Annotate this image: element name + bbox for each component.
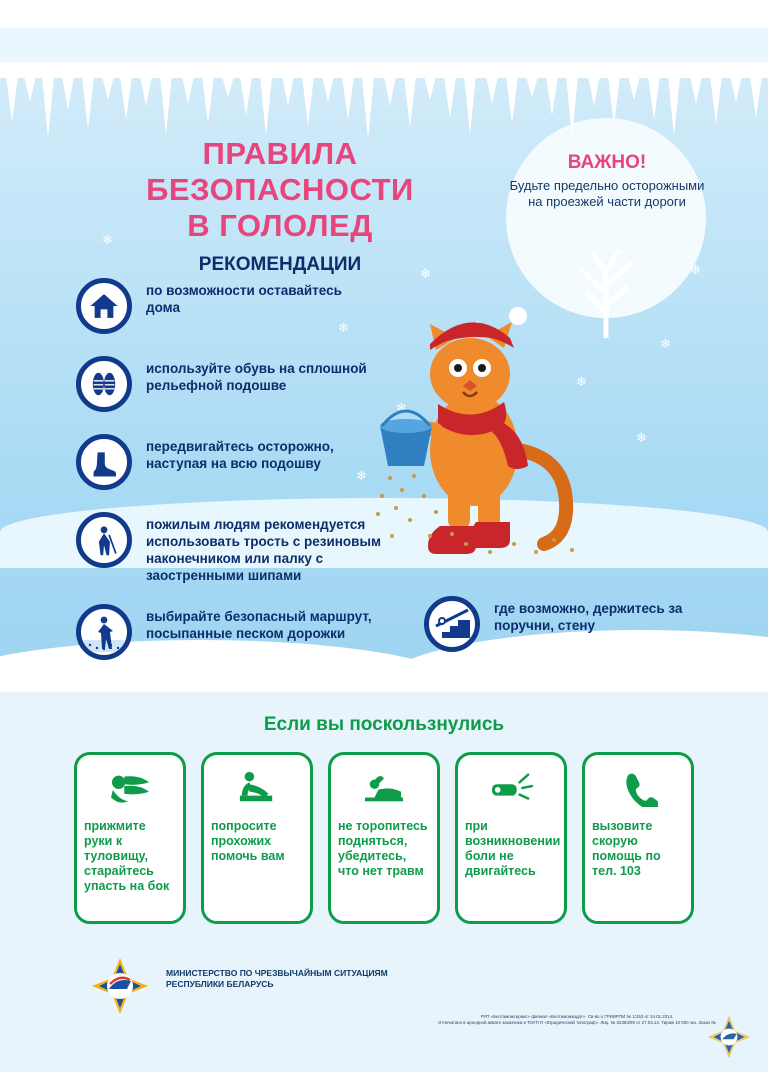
recommendation-item-4	[76, 512, 396, 584]
icicle	[648, 76, 660, 120]
handrail-stairs-icon	[424, 596, 480, 652]
slipped-card-3	[328, 752, 440, 924]
icicle	[384, 76, 396, 106]
icicle	[140, 76, 152, 106]
snowflake-icon: ❄	[420, 266, 431, 281]
important-callout	[508, 152, 706, 210]
icicle	[730, 76, 742, 102]
recommendation-item-6	[424, 596, 714, 652]
icicle	[282, 76, 294, 106]
slipped-card-text-4: при возникновении боли не двигайтесь	[465, 819, 561, 878]
icicle	[202, 76, 214, 124]
icicle	[62, 76, 74, 110]
icicle	[42, 76, 54, 138]
icicle	[260, 76, 272, 136]
slipped-card-2	[201, 752, 313, 924]
house-icon	[76, 278, 132, 334]
mchs-logo-icon	[90, 956, 150, 1016]
corner-star-logo-icon	[706, 1014, 752, 1060]
icicle	[82, 76, 94, 130]
slipped-card-text-3: не торопитесь подняться, убедитесь, что нет травм	[338, 819, 428, 878]
icicle	[526, 76, 538, 98]
title-line-2: БЕЗОПАСНОСТИ	[146, 172, 414, 207]
slipped-card-1	[74, 752, 186, 924]
recommendations-heading: РЕКОМЕНДАЦИИ	[198, 254, 362, 275]
slipped-card-text-1: прижмите руки к туловищу, старайтесь упасть на бок	[84, 819, 170, 893]
phone-icon	[618, 763, 658, 813]
icicle	[750, 76, 762, 118]
icicle	[506, 76, 518, 124]
icicle	[424, 76, 436, 100]
icicle	[182, 76, 194, 104]
ministry-name	[166, 968, 496, 990]
icicle	[342, 76, 354, 120]
arms-tucked-icon	[107, 763, 153, 813]
icicle	[322, 76, 334, 102]
title-line-1: ПРАВИЛА	[202, 136, 358, 171]
ministry-line-2: РЕСПУБЛИКИ БЕЛАРУСЬ	[166, 979, 274, 989]
page-title	[120, 136, 440, 244]
icicle	[628, 76, 640, 100]
cane-person-icon	[76, 512, 132, 568]
lying-person-icon	[361, 763, 407, 813]
recommendation-text-6: где возможно, держитесь за поручни, стену	[494, 601, 683, 633]
recommendation-text-1: по возможности оставайтесь дома	[146, 283, 342, 315]
cat-mascot-illustration	[366, 300, 596, 580]
icicle	[24, 76, 36, 102]
snowflake-icon: ❄	[636, 430, 647, 445]
section-divider	[0, 686, 768, 692]
snowflake-icon: ❄	[356, 468, 367, 483]
recommendation-text-3: передвигайтесь осторожно, наступая на всю подошву	[146, 439, 334, 471]
icicle	[102, 76, 114, 100]
icicle	[444, 76, 456, 118]
icicle	[362, 76, 374, 140]
snowflake-icon: ❄	[576, 374, 587, 389]
recommendation-item-5	[76, 604, 396, 660]
icicle	[6, 76, 18, 122]
icicle	[588, 76, 600, 106]
recommendation-text-2: используйте обувь на сплошной рельефной подошве	[146, 361, 367, 393]
icicle	[120, 76, 132, 120]
shoe-soles-icon	[76, 356, 132, 412]
injury-pain-icon	[488, 763, 534, 813]
snowflake-icon: ❄	[396, 400, 407, 415]
help-passerby-icon	[234, 763, 280, 813]
recommendation-text-4: пожилым людям рекомендуется использовать трость с резиновым наконечником или палку с заостренными шипами	[146, 517, 381, 583]
important-text: Будьте предельно осторожными на проезжей части дороги	[509, 178, 705, 209]
slipped-card-text-5: вызовите скорую помощь по тел. 103	[592, 819, 661, 878]
imprint-text	[412, 1014, 742, 1026]
imprint-line-2: Отпечатано в арендной аквате заказчика в ТОУП П «Юридический типограф». Лиц. № 02383/59 от 27.03.14. Тираж 10 000 экз. Заказ №	[438, 1020, 716, 1025]
icicle	[668, 76, 680, 136]
icicle	[240, 76, 252, 116]
icicles-row	[0, 62, 768, 142]
ministry-line-1: МИНИСТЕРСТВО ПО ЧРЕЗВЫЧАЙНЫМ СИТУАЦИЯМ	[166, 968, 388, 978]
icicle	[302, 76, 314, 126]
important-title: ВАЖНО!	[567, 152, 647, 173]
sanded-path-icon	[76, 604, 132, 660]
icicle	[690, 76, 702, 104]
slipped-cards	[74, 752, 694, 932]
snowflake-icon: ❄	[102, 232, 113, 247]
icicle	[486, 76, 498, 104]
slipped-card-4	[455, 752, 567, 924]
slipped-card-5	[582, 752, 694, 924]
snowflake-icon: ❄	[660, 336, 671, 351]
snowflake-icon: ❄	[690, 262, 701, 277]
recommendation-item-3	[76, 434, 386, 490]
slipped-heading: Если вы поскользнулись	[263, 714, 505, 735]
title-line-3: В ГОЛОЛЕД	[187, 208, 373, 243]
boot-icon	[76, 434, 132, 490]
imprint-line-1: РУП «Белтаможсервис» филиал «Белтаможиздат». Св-во о ГРИИРПИ № 1/153 от 24.01.2014.	[480, 1014, 674, 1019]
recommendation-text-5: выбирайте безопасный маршрут, посыпанные песком дорожки	[146, 609, 372, 641]
icicle	[546, 76, 558, 116]
icicle	[222, 76, 234, 98]
icicle	[160, 76, 172, 134]
icicle	[566, 76, 578, 138]
slipped-card-text-2: попросите прохожих помочь вам	[211, 819, 285, 863]
icicle	[608, 76, 620, 126]
recommendation-item-2	[76, 356, 386, 412]
recommendation-item-1	[76, 278, 376, 334]
icicle	[710, 76, 722, 124]
snowflake-icon: ❄	[338, 320, 349, 335]
icicle	[404, 76, 416, 128]
icicle	[464, 76, 476, 134]
